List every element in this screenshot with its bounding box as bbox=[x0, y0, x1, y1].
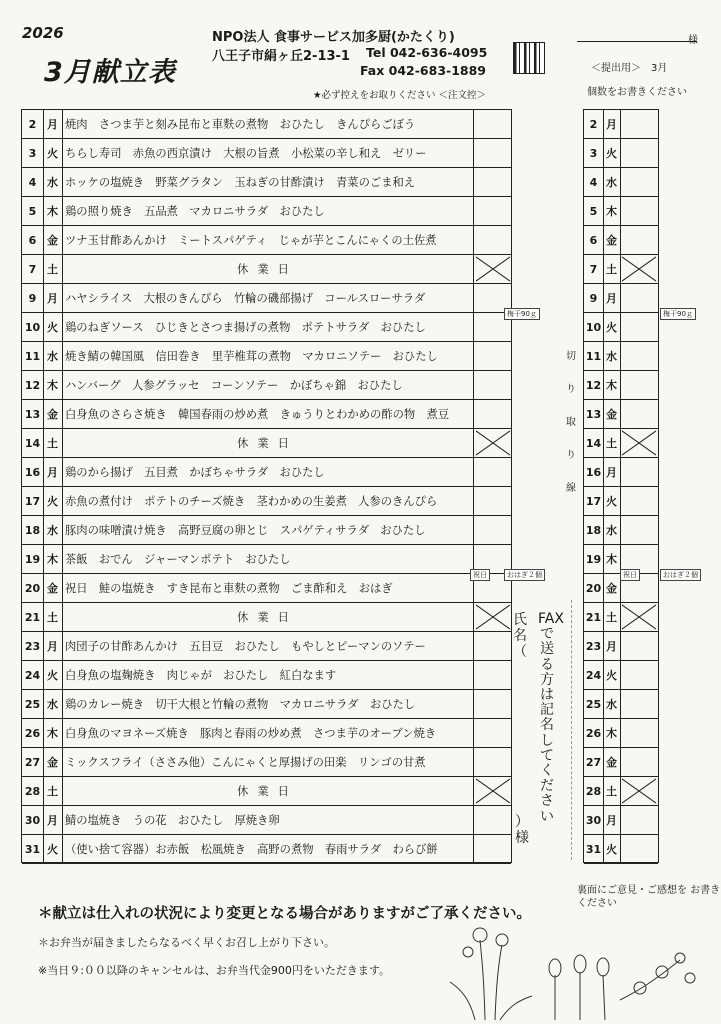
weekday: 水 bbox=[43, 168, 63, 196]
order-row bbox=[584, 719, 658, 748]
order-count-cell[interactable] bbox=[473, 632, 512, 660]
weekday: 水 bbox=[603, 168, 621, 196]
order-note: おはぎ２個 bbox=[660, 569, 701, 581]
order-count-cell[interactable] bbox=[620, 487, 658, 515]
menu-text: 肉団子の甘酢あんかけ 五目豆 おひたし もやしとピーマンのソテー bbox=[65, 640, 426, 653]
order-count-cell[interactable] bbox=[473, 748, 512, 776]
day-number: 31 bbox=[22, 835, 44, 863]
flowers-illustration bbox=[440, 920, 710, 1024]
weekday: 土 bbox=[43, 429, 63, 457]
menu-text: ちらし寿司 赤魚の西京漬け 大根の旨煮 小松菜の辛し和え ゼリー bbox=[65, 147, 427, 160]
cut-line bbox=[571, 600, 572, 860]
menu-text: 焼肉 さつま芋と刻み昆布と車麩の煮物 おひたし きんぴらごぼう bbox=[65, 118, 416, 131]
weekday: 木 bbox=[43, 719, 63, 747]
cut-line-label: 切り取り線 bbox=[566, 351, 576, 494]
weekday: 金 bbox=[43, 748, 63, 776]
day-number: 28 bbox=[584, 777, 604, 805]
menu-text: 鶏のカレー焼き 切干大根と竹輪の煮物 マカロニサラダ おひたし bbox=[65, 698, 416, 711]
menu-row bbox=[22, 255, 511, 284]
weekday: 木 bbox=[43, 197, 63, 225]
weekday: 土 bbox=[603, 255, 621, 283]
weekday: 火 bbox=[603, 661, 621, 689]
order-row bbox=[584, 516, 658, 545]
menu-text: ツナ玉甘酢あんかけ ミートスパゲティ じゃが芋とこんにゃくの土佐煮 bbox=[65, 234, 437, 247]
weekday: 木 bbox=[603, 719, 621, 747]
weekday: 火 bbox=[603, 487, 621, 515]
order-row bbox=[584, 690, 658, 719]
weekday: 土 bbox=[43, 603, 63, 631]
menu-text: 白身魚のさらさ焼き 韓国春雨の炒め煮 きゅうりとわかめの酢の物 煮豆 bbox=[65, 408, 450, 421]
weekday: 水 bbox=[43, 342, 63, 370]
order-row bbox=[584, 110, 658, 139]
order-count-cell[interactable] bbox=[620, 168, 658, 196]
weekday: 木 bbox=[43, 545, 63, 573]
order-count-cell[interactable] bbox=[620, 690, 658, 718]
menu-row bbox=[22, 632, 511, 661]
order-count-cell[interactable] bbox=[473, 458, 512, 486]
order-count-cell[interactable] bbox=[620, 719, 658, 747]
day-number: 10 bbox=[22, 313, 44, 341]
day-number: 30 bbox=[22, 806, 44, 834]
feedback-note: 裏面にご意見・ご感想を お書きください bbox=[577, 885, 721, 909]
menu-row bbox=[22, 719, 511, 748]
day-number: 13 bbox=[22, 400, 44, 428]
day-number: 14 bbox=[584, 429, 604, 457]
weekday: 金 bbox=[43, 226, 63, 254]
day-number: 16 bbox=[22, 458, 44, 486]
day-number: 24 bbox=[584, 661, 604, 689]
order-count-cell[interactable] bbox=[620, 806, 658, 834]
order-count-cell[interactable] bbox=[473, 719, 512, 747]
weekday: 月 bbox=[43, 806, 63, 834]
day-number: 21 bbox=[22, 603, 44, 631]
day-number: 25 bbox=[584, 690, 604, 718]
weekday: 水 bbox=[43, 516, 63, 544]
day-number: 16 bbox=[584, 458, 604, 486]
menu-text: 白身魚の塩麹焼き 肉じゃが おひたし 紅白なます bbox=[65, 669, 337, 682]
day-number: 21 bbox=[584, 603, 604, 631]
day-number: 4 bbox=[22, 168, 44, 196]
weekday: 火 bbox=[43, 313, 63, 341]
order-row bbox=[584, 458, 658, 487]
order-count-cell[interactable] bbox=[473, 835, 512, 863]
order-count-cell[interactable] bbox=[473, 487, 512, 515]
order-count-cell[interactable] bbox=[620, 139, 658, 167]
order-count-cell[interactable] bbox=[620, 603, 658, 631]
order-row bbox=[584, 603, 658, 632]
weekday: 水 bbox=[603, 516, 621, 544]
name-label: 氏名（ bbox=[513, 612, 527, 660]
order-count-cell[interactable] bbox=[620, 110, 658, 138]
menu-row bbox=[22, 574, 511, 603]
menu-text: 祝日 鮭の塩焼き すき昆布と車麩の煮物 ごま酢和え おはぎ bbox=[65, 582, 393, 595]
menu-text: 鯖の塩焼き うの花 おひたし 厚焼き卵 bbox=[65, 814, 280, 827]
day-number: 5 bbox=[584, 197, 604, 225]
order-count-cell[interactable] bbox=[620, 632, 658, 660]
menu-row bbox=[22, 342, 511, 371]
order-row bbox=[584, 400, 658, 429]
qr-code-icon bbox=[513, 42, 545, 74]
order-row bbox=[584, 168, 658, 197]
weekday: 木 bbox=[603, 545, 621, 573]
day-number: 5 bbox=[22, 197, 44, 225]
weekday: 火 bbox=[43, 487, 63, 515]
day-number: 6 bbox=[22, 226, 44, 254]
customer-name-line bbox=[577, 40, 697, 42]
order-count-cell[interactable] bbox=[473, 429, 512, 457]
order-row bbox=[584, 777, 658, 806]
weekday: 火 bbox=[43, 139, 63, 167]
menu-table bbox=[21, 109, 512, 863]
menu-text: （使い捨て容器）お赤飯 松風焼き 高野の煮物 春雨サラダ わらび餅 bbox=[65, 843, 438, 856]
menu-text: 休業日 bbox=[237, 611, 298, 624]
submit-label: ＜提出用＞ 3月 bbox=[591, 63, 668, 74]
weekday: 金 bbox=[603, 748, 621, 776]
menu-text: ミックスフライ（ささみ他）こんにゃくと厚揚げの田楽 リンゴの甘煮 bbox=[65, 756, 426, 769]
menu-row bbox=[22, 516, 511, 545]
weekday: 月 bbox=[603, 284, 621, 312]
order-count-cell[interactable] bbox=[620, 835, 658, 863]
order-row bbox=[584, 226, 658, 255]
menu-text: 休業日 bbox=[237, 263, 298, 276]
menu-row bbox=[22, 139, 511, 168]
order-count-cell[interactable] bbox=[473, 342, 512, 370]
day-number: 2 bbox=[584, 110, 604, 138]
weekday: 月 bbox=[43, 284, 63, 312]
menu-row bbox=[22, 458, 511, 487]
name-suffix: ）様 bbox=[515, 814, 529, 846]
order-note: 梅干90ｇ bbox=[660, 308, 696, 320]
customer-suffix: 様 bbox=[688, 35, 698, 46]
page-title: 3月献立表 bbox=[44, 57, 176, 88]
menu-row bbox=[22, 110, 511, 139]
day-number: 6 bbox=[584, 226, 604, 254]
order-row bbox=[584, 139, 658, 168]
order-count-cell[interactable] bbox=[473, 168, 512, 196]
day-number: 11 bbox=[22, 342, 44, 370]
day-number: 9 bbox=[22, 284, 44, 312]
weekday: 木 bbox=[43, 371, 63, 399]
weekday: 火 bbox=[603, 139, 621, 167]
weekday: 土 bbox=[603, 603, 621, 631]
menu-text: 休業日 bbox=[237, 785, 298, 798]
menu-text: 鶏の照り焼き 五品煮 マカロニサラダ おひたし bbox=[65, 205, 325, 218]
order-row bbox=[584, 284, 658, 313]
weekday: 火 bbox=[603, 835, 621, 863]
fax-instruction: FAXで送る方は記名してください bbox=[538, 611, 564, 825]
day-number: 26 bbox=[22, 719, 44, 747]
footer-note-2: ＊お弁当が届きましたらなるべく早くお召し上がり下さい。 bbox=[38, 936, 335, 949]
menu-text: 赤魚の煮付け ポテトのチーズ焼き 茎わかめの生姜煮 人参のきんぴら bbox=[65, 495, 438, 508]
menu-text: ハヤシライス 大根のきんぴら 竹輪の磯部揚げ コールスローサラダ bbox=[65, 292, 426, 305]
weekday: 火 bbox=[603, 313, 621, 341]
day-number: 25 bbox=[22, 690, 44, 718]
organization-name: NPO法人 食事サービス加多厨(かたくり) bbox=[212, 30, 455, 45]
menu-note: おはぎ２個 bbox=[504, 569, 545, 581]
weekday: 金 bbox=[603, 574, 621, 602]
weekday: 水 bbox=[43, 690, 63, 718]
menu-row bbox=[22, 197, 511, 226]
order-row bbox=[584, 835, 658, 864]
order-row bbox=[584, 342, 658, 371]
weekday: 月 bbox=[43, 632, 63, 660]
weekday: 月 bbox=[603, 806, 621, 834]
order-count-cell[interactable] bbox=[473, 516, 512, 544]
menu-text: 鶏のねぎソース ひじきとさつま揚げの煮物 ポテトサラダ おひたし bbox=[65, 321, 426, 334]
day-number: 20 bbox=[584, 574, 604, 602]
weekday: 金 bbox=[43, 574, 63, 602]
menu-text: ハンバーグ 人参グラッセ コーンソテー かぼちゃ錦 おひたし bbox=[65, 379, 403, 392]
address: 八王子市絹ヶ丘2-13-1 bbox=[212, 49, 350, 64]
menu-row bbox=[22, 313, 511, 342]
copy-note: ★必ず控えをお取りください ＜注文控＞ bbox=[313, 90, 487, 101]
day-number: 17 bbox=[584, 487, 604, 515]
day-number: 19 bbox=[22, 545, 44, 573]
weekday: 月 bbox=[43, 458, 63, 486]
order-row bbox=[584, 632, 658, 661]
day-number: 7 bbox=[584, 255, 604, 283]
day-number: 3 bbox=[22, 139, 44, 167]
order-count-cell[interactable] bbox=[473, 603, 512, 631]
menu-row bbox=[22, 284, 511, 313]
menu-row bbox=[22, 371, 511, 400]
order-count-cell[interactable] bbox=[620, 342, 658, 370]
order-count-cell[interactable] bbox=[620, 313, 658, 341]
order-row bbox=[584, 487, 658, 516]
menu-row bbox=[22, 226, 511, 255]
weekday: 土 bbox=[603, 777, 621, 805]
weekday: 金 bbox=[603, 400, 621, 428]
order-count-cell[interactable] bbox=[473, 806, 512, 834]
menu-row bbox=[22, 661, 511, 690]
order-count-cell[interactable] bbox=[473, 139, 512, 167]
menu-text: 茶飯 おでん ジャーマンポテト おひたし bbox=[65, 553, 291, 566]
weekday: 金 bbox=[603, 226, 621, 254]
weekday: 金 bbox=[43, 400, 63, 428]
day-number: 17 bbox=[22, 487, 44, 515]
menu-row bbox=[22, 777, 511, 806]
holiday-tag: 祝日 bbox=[470, 569, 490, 581]
order-row bbox=[584, 806, 658, 835]
day-number: 7 bbox=[22, 255, 44, 283]
day-number: 10 bbox=[584, 313, 604, 341]
menu-row bbox=[22, 487, 511, 516]
weekday: 水 bbox=[603, 342, 621, 370]
weekday: 月 bbox=[603, 632, 621, 660]
order-count-cell[interactable] bbox=[620, 284, 658, 312]
order-count-cell[interactable] bbox=[473, 661, 512, 689]
menu-text: 鶏のから揚げ 五目煮 かぼちゃサラダ おひたし bbox=[65, 466, 325, 479]
menu-row bbox=[22, 835, 511, 864]
weekday: 土 bbox=[43, 777, 63, 805]
day-number: 27 bbox=[22, 748, 44, 776]
menu-row bbox=[22, 400, 511, 429]
day-number: 26 bbox=[584, 719, 604, 747]
menu-text: 豚肉の味噌漬け焼き 高野豆腐の卵とじ スパゲティサラダ おひたし bbox=[65, 524, 426, 537]
order-row bbox=[584, 661, 658, 690]
day-number: 23 bbox=[584, 632, 604, 660]
order-count-cell[interactable] bbox=[473, 777, 512, 805]
weekday: 水 bbox=[603, 690, 621, 718]
weekday: 火 bbox=[43, 835, 63, 863]
order-count-cell[interactable] bbox=[473, 110, 512, 138]
footer-note-1: ＊献立は仕入れの状況により変更となる場合がありますがご了承ください。 bbox=[38, 906, 531, 922]
count-note: 個数をお書きください bbox=[587, 87, 687, 98]
day-number: 18 bbox=[584, 516, 604, 544]
order-count-cell[interactable] bbox=[620, 371, 658, 399]
day-number: 27 bbox=[584, 748, 604, 776]
menu-row bbox=[22, 806, 511, 835]
weekday: 木 bbox=[603, 371, 621, 399]
fax-number: Fax 042-683-1889 bbox=[360, 63, 487, 78]
day-number: 23 bbox=[22, 632, 44, 660]
menu-text: 休業日 bbox=[237, 437, 298, 450]
holiday-tag: 祝日 bbox=[620, 569, 640, 581]
order-row bbox=[584, 255, 658, 284]
footer-note-3: ※当日９:００以降のキャンセルは、お弁当代金900円をいただきます。 bbox=[38, 964, 391, 977]
order-row bbox=[584, 197, 658, 226]
day-number: 3 bbox=[584, 139, 604, 167]
order-row bbox=[584, 313, 658, 342]
order-count-cell[interactable] bbox=[620, 255, 658, 283]
order-count-cell[interactable] bbox=[620, 516, 658, 544]
day-number: 11 bbox=[584, 342, 604, 370]
day-number: 28 bbox=[22, 777, 44, 805]
menu-note: 梅干90ｇ bbox=[504, 308, 540, 320]
order-row bbox=[584, 429, 658, 458]
day-number: 2 bbox=[22, 110, 44, 138]
order-row bbox=[584, 371, 658, 400]
order-count-cell[interactable] bbox=[620, 748, 658, 776]
weekday: 月 bbox=[603, 110, 621, 138]
tel-number: Tel 042-636-4095 bbox=[366, 45, 488, 60]
menu-row bbox=[22, 168, 511, 197]
order-count-cell[interactable] bbox=[473, 226, 512, 254]
day-number: 30 bbox=[584, 806, 604, 834]
day-number: 20 bbox=[22, 574, 44, 602]
weekday: 火 bbox=[43, 661, 63, 689]
day-number: 9 bbox=[584, 284, 604, 312]
order-count-cell[interactable] bbox=[620, 661, 658, 689]
menu-row bbox=[22, 545, 511, 574]
order-count-cell[interactable] bbox=[473, 371, 512, 399]
order-count-cell[interactable] bbox=[620, 458, 658, 486]
day-number: 4 bbox=[584, 168, 604, 196]
menu-text: 白身魚のマヨネーズ焼き 豚肉と春雨の炒め煮 さつま芋のオーブン焼き bbox=[65, 727, 437, 740]
day-number: 12 bbox=[22, 371, 44, 399]
order-count-cell[interactable] bbox=[620, 197, 658, 225]
day-number: 14 bbox=[22, 429, 44, 457]
year: 2026 bbox=[22, 24, 64, 42]
day-number: 12 bbox=[584, 371, 604, 399]
menu-text: ホッケの塩焼き 野菜グラタン 玉ねぎの甘酢漬け 青菜のごま和え bbox=[65, 176, 416, 189]
weekday: 月 bbox=[603, 458, 621, 486]
menu-row bbox=[22, 748, 511, 777]
order-count-cell[interactable] bbox=[620, 400, 658, 428]
order-count-cell[interactable] bbox=[473, 255, 512, 283]
weekday: 土 bbox=[43, 255, 63, 283]
order-count-cell[interactable] bbox=[620, 226, 658, 254]
day-number: 18 bbox=[22, 516, 44, 544]
order-count-cell[interactable] bbox=[620, 777, 658, 805]
menu-text: 焼き鯖の韓国風 信田巻き 里芋椎茸の煮物 マカロニソテー おひたし bbox=[65, 350, 438, 363]
weekday: 土 bbox=[603, 429, 621, 457]
day-number: 24 bbox=[22, 661, 44, 689]
menu-row bbox=[22, 429, 511, 458]
order-count-cell[interactable] bbox=[473, 690, 512, 718]
order-count-cell[interactable] bbox=[473, 400, 512, 428]
weekday: 木 bbox=[603, 197, 621, 225]
menu-row bbox=[22, 603, 511, 632]
menu-row bbox=[22, 690, 511, 719]
order-table bbox=[583, 109, 659, 863]
order-count-cell[interactable] bbox=[620, 429, 658, 457]
day-number: 19 bbox=[584, 545, 604, 573]
weekday: 月 bbox=[43, 110, 63, 138]
day-number: 31 bbox=[584, 835, 604, 863]
order-count-cell[interactable] bbox=[473, 197, 512, 225]
order-row bbox=[584, 748, 658, 777]
day-number: 13 bbox=[584, 400, 604, 428]
